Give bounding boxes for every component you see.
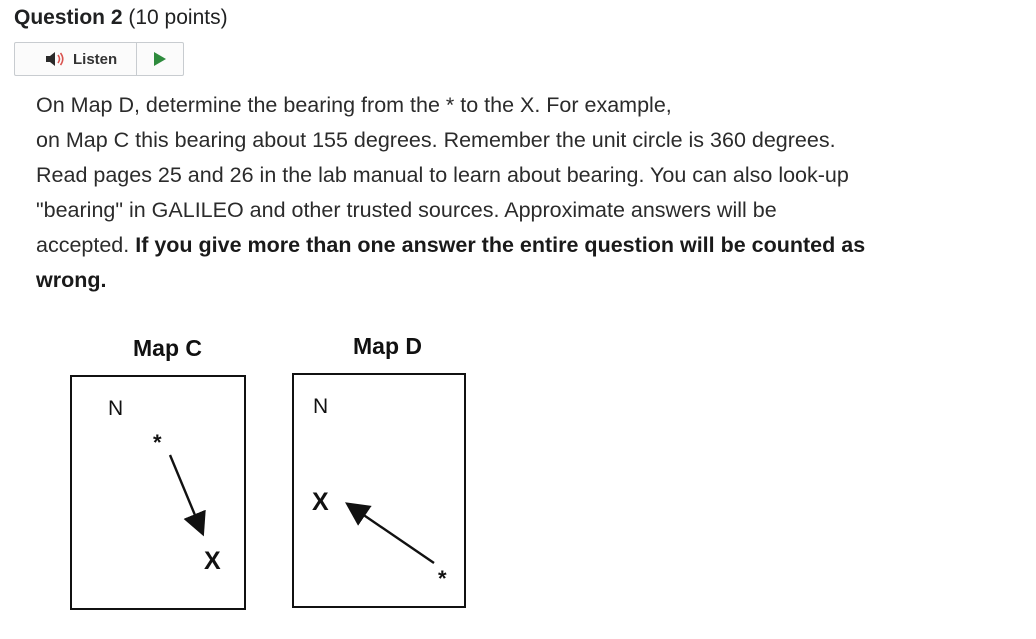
- map-d-title: Map D: [353, 333, 422, 359]
- question-warning-text: If you give more than one answer the entire question will be counted as: [135, 233, 866, 257]
- play-icon: [153, 51, 167, 67]
- map-d-arrow: [294, 375, 468, 610]
- question-text-line: Read pages 25 and 26 in the lab manual to learn about bearing. You can also look-up: [36, 163, 849, 187]
- question-title: Question 2: [14, 6, 123, 29]
- question-header: [14, 4, 228, 32]
- maps-figure: [60, 330, 480, 620]
- map-c-arrow: [72, 377, 248, 612]
- question-body: [36, 88, 966, 298]
- question-warning-text: wrong.: [36, 268, 107, 292]
- map-c-title: Map C: [133, 335, 202, 361]
- listen-widget: [14, 42, 184, 76]
- question-text-line: [36, 228, 966, 263]
- map-c-x: X: [204, 547, 221, 575]
- map-c-star: *: [153, 430, 162, 455]
- play-button[interactable]: [137, 43, 183, 75]
- map-d-star: *: [438, 566, 447, 591]
- question-text-line: on Map C this bearing about 155 degrees. Remember the unit circle is 360 degrees.: [36, 128, 836, 152]
- map-c-box: [70, 375, 246, 610]
- question-points: (10 points): [128, 6, 228, 29]
- map-c-north-label: N: [108, 397, 124, 420]
- question-text-line: "bearing" in GALILEO and other trusted sources. Approximate answers will be: [36, 198, 777, 222]
- speaker-icon: [45, 51, 67, 67]
- map-d-x: X: [312, 488, 329, 516]
- map-d-box: [292, 373, 466, 608]
- question-text-line: On Map D, determine the bearing from the * to the X. For example,: [36, 93, 672, 117]
- listen-label: Listen: [73, 50, 118, 68]
- listen-button[interactable]: [15, 43, 137, 75]
- map-d-north-label: N: [313, 395, 329, 418]
- question-text-plain: accepted.: [36, 233, 136, 257]
